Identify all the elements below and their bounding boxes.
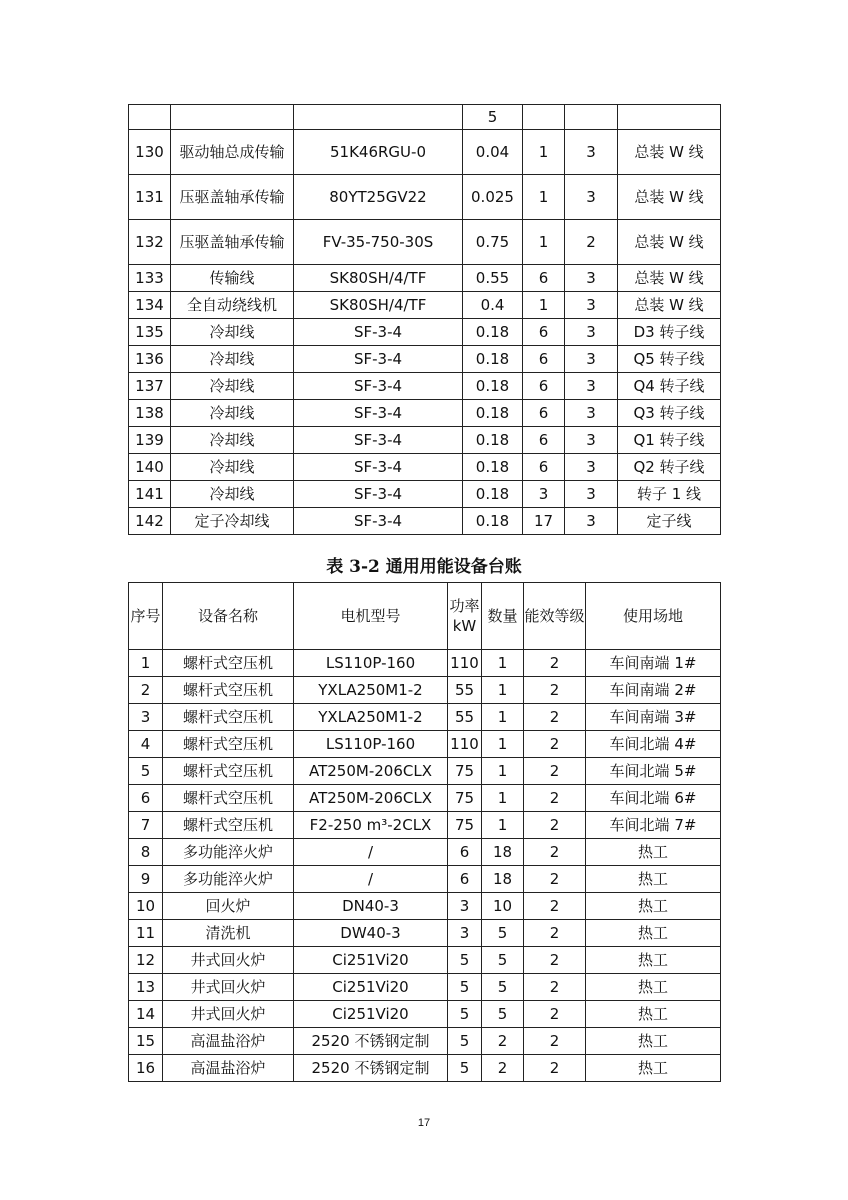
table-cell: 3 bbox=[565, 481, 618, 508]
table-cell: 车间南端 1# bbox=[586, 650, 721, 677]
table-cell: 3 bbox=[565, 265, 618, 292]
table-row bbox=[129, 220, 721, 265]
table-cell: 132 bbox=[129, 220, 171, 265]
table-row bbox=[129, 319, 721, 346]
table-row bbox=[129, 105, 721, 130]
table-cell: 3 bbox=[448, 920, 482, 947]
table-cell: 2 bbox=[524, 758, 586, 785]
table-cell: 传输线 bbox=[171, 265, 294, 292]
table-cell: 6 bbox=[448, 839, 482, 866]
table-cell: SF-3-4 bbox=[294, 373, 463, 400]
table-cell: Q4 转子线 bbox=[618, 373, 721, 400]
table-cell: 车间北端 5# bbox=[586, 758, 721, 785]
table-cell: 热工 bbox=[586, 974, 721, 1001]
table-cell: 冷却线 bbox=[171, 319, 294, 346]
column-header: 电机型号 bbox=[294, 583, 448, 650]
table-row bbox=[129, 265, 721, 292]
table-cell: 清洗机 bbox=[163, 920, 294, 947]
table-cell: 142 bbox=[129, 508, 171, 535]
table-cell: 1 bbox=[482, 758, 524, 785]
table-cell: Q1 转子线 bbox=[618, 427, 721, 454]
table-cell: 133 bbox=[129, 265, 171, 292]
table-cell: 车间北端 7# bbox=[586, 812, 721, 839]
table-cell: 总装 W 线 bbox=[618, 175, 721, 220]
table-cell: AT250M-206CLX bbox=[294, 758, 448, 785]
table-cell: 55 bbox=[448, 677, 482, 704]
table-cell: 5 bbox=[448, 1028, 482, 1055]
column-header: 设备名称 bbox=[163, 583, 294, 650]
table-cell: 车间北端 4# bbox=[586, 731, 721, 758]
page-number: 17 bbox=[417, 1117, 431, 1129]
table-cell: 冷却线 bbox=[171, 427, 294, 454]
table-cell: 10 bbox=[482, 893, 524, 920]
table-cell: 车间南端 2# bbox=[586, 677, 721, 704]
table-cell: 螺杆式空压机 bbox=[163, 731, 294, 758]
table-cell: 8 bbox=[129, 839, 163, 866]
table-cell: 3 bbox=[565, 373, 618, 400]
table-cell: 6 bbox=[523, 400, 565, 427]
table-cell: 16 bbox=[129, 1055, 163, 1082]
table-cell: SF-3-4 bbox=[294, 400, 463, 427]
table-cell: 0.18 bbox=[463, 319, 523, 346]
table-cell: 130 bbox=[129, 130, 171, 175]
table-row bbox=[129, 1001, 721, 1028]
table-cell: 3 bbox=[448, 893, 482, 920]
table-cell: F2-250 m³-2CLX bbox=[294, 812, 448, 839]
table-cell: 热工 bbox=[586, 920, 721, 947]
table-cell: / bbox=[294, 839, 448, 866]
table-cell: 5 bbox=[448, 1055, 482, 1082]
table-row bbox=[129, 947, 721, 974]
table-cell: 139 bbox=[129, 427, 171, 454]
table-cell: 1 bbox=[482, 704, 524, 731]
table-cell: 1 bbox=[482, 731, 524, 758]
table-title: 表 3-2 通用用能设备台账 bbox=[326, 557, 522, 577]
table-cell: 螺杆式空压机 bbox=[163, 677, 294, 704]
table-cell: 冷却线 bbox=[171, 454, 294, 481]
table-row bbox=[129, 346, 721, 373]
table-row bbox=[129, 920, 721, 947]
table-cell: 15 bbox=[129, 1028, 163, 1055]
table-cell: 转子 1 线 bbox=[618, 481, 721, 508]
table-cell: 6 bbox=[129, 785, 163, 812]
table-cell: 6 bbox=[523, 454, 565, 481]
table-cell: 0.18 bbox=[463, 427, 523, 454]
table-cell: 定子冷却线 bbox=[171, 508, 294, 535]
table-cell: 13 bbox=[129, 974, 163, 1001]
table-cell: SF-3-4 bbox=[294, 481, 463, 508]
table-cell: 热工 bbox=[586, 866, 721, 893]
table-row bbox=[129, 481, 721, 508]
table-cell: 5 bbox=[448, 974, 482, 1001]
table-cell: 高温盐浴炉 bbox=[163, 1028, 294, 1055]
table-cell: 2520 不锈钢定制 bbox=[294, 1055, 448, 1082]
column-header: 数量 bbox=[482, 583, 524, 650]
table-cell: 14 bbox=[129, 1001, 163, 1028]
table-cell: 1 bbox=[523, 175, 565, 220]
table-cell: 热工 bbox=[586, 893, 721, 920]
table-cell bbox=[171, 105, 294, 130]
table-cell: 10 bbox=[129, 893, 163, 920]
table-cell: 3 bbox=[565, 400, 618, 427]
table-cell: 回火炉 bbox=[163, 893, 294, 920]
table-row bbox=[129, 130, 721, 175]
table-cell: LS110P-160 bbox=[294, 731, 448, 758]
table-cell: SF-3-4 bbox=[294, 454, 463, 481]
table-cell: LS110P-160 bbox=[294, 650, 448, 677]
table-row bbox=[129, 650, 721, 677]
table-cell: 螺杆式空压机 bbox=[163, 650, 294, 677]
table-cell: 1 bbox=[523, 292, 565, 319]
table-cell: 5 bbox=[482, 974, 524, 1001]
table-cell bbox=[294, 105, 463, 130]
table-cell: 2 bbox=[524, 947, 586, 974]
table-cell: FV-35-750-30S bbox=[294, 220, 463, 265]
table-header-row bbox=[129, 583, 721, 650]
table-cell: 螺杆式空压机 bbox=[163, 812, 294, 839]
table-cell: 6 bbox=[523, 265, 565, 292]
table-cell: 热工 bbox=[586, 1001, 721, 1028]
table-cell: 2 bbox=[524, 812, 586, 839]
table-cell: 135 bbox=[129, 319, 171, 346]
table-cell: 2 bbox=[524, 1001, 586, 1028]
table-row bbox=[129, 427, 721, 454]
table-cell: 12 bbox=[129, 947, 163, 974]
table-cell: 压驱盖轴承传输 bbox=[171, 220, 294, 265]
table-row bbox=[129, 812, 721, 839]
table-cell: SF-3-4 bbox=[294, 319, 463, 346]
general-energy-equipment-table bbox=[128, 582, 721, 1082]
table-cell: 6 bbox=[523, 346, 565, 373]
table-cell: 0.18 bbox=[463, 400, 523, 427]
table-cell: 2 bbox=[524, 920, 586, 947]
table-cell: 1 bbox=[523, 220, 565, 265]
table-cell: 定子线 bbox=[618, 508, 721, 535]
table-row bbox=[129, 974, 721, 1001]
table-cell: 2 bbox=[524, 893, 586, 920]
table-row bbox=[129, 175, 721, 220]
table-cell: 井式回火炉 bbox=[163, 947, 294, 974]
table-cell: 0.4 bbox=[463, 292, 523, 319]
table-cell: 井式回火炉 bbox=[163, 974, 294, 1001]
table-cell: 80YT25GV22 bbox=[294, 175, 463, 220]
table-cell bbox=[129, 105, 171, 130]
table-cell bbox=[523, 105, 565, 130]
table-cell: 3 bbox=[565, 292, 618, 319]
table-cell: 138 bbox=[129, 400, 171, 427]
table-cell: 2 bbox=[524, 839, 586, 866]
table-cell: 车间北端 6# bbox=[586, 785, 721, 812]
table-cell: 热工 bbox=[586, 1055, 721, 1082]
table-cell: 3 bbox=[565, 508, 618, 535]
table-cell: 2 bbox=[524, 1028, 586, 1055]
table-row bbox=[129, 758, 721, 785]
table-cell: 井式回火炉 bbox=[163, 1001, 294, 1028]
table-cell: 0.18 bbox=[463, 508, 523, 535]
table-cell: Q2 转子线 bbox=[618, 454, 721, 481]
table-row bbox=[129, 292, 721, 319]
table-cell: YXLA250M1-2 bbox=[294, 677, 448, 704]
table-cell: 140 bbox=[129, 454, 171, 481]
table-row bbox=[129, 400, 721, 427]
table-cell bbox=[618, 105, 721, 130]
table-cell: 11 bbox=[129, 920, 163, 947]
table-cell: 18 bbox=[482, 839, 524, 866]
table-cell: 总装 W 线 bbox=[618, 220, 721, 265]
table-cell: 0.18 bbox=[463, 481, 523, 508]
table-row bbox=[129, 373, 721, 400]
table-cell: 2 bbox=[524, 974, 586, 1001]
table-cell: 总装 W 线 bbox=[618, 130, 721, 175]
table-cell: SK80SH/4/TF bbox=[294, 265, 463, 292]
table-cell: 4 bbox=[129, 731, 163, 758]
table-cell: 2 bbox=[524, 650, 586, 677]
table-row bbox=[129, 839, 721, 866]
column-header: 功率kW bbox=[448, 583, 482, 650]
table-cell: 141 bbox=[129, 481, 171, 508]
table-cell: Q5 转子线 bbox=[618, 346, 721, 373]
table-cell: 多功能淬火炉 bbox=[163, 866, 294, 893]
table-cell: 75 bbox=[448, 758, 482, 785]
table-cell: 螺杆式空压机 bbox=[163, 758, 294, 785]
table-cell: 51K46RGU-0 bbox=[294, 130, 463, 175]
table-cell: 3 bbox=[565, 319, 618, 346]
table-cell: 6 bbox=[523, 427, 565, 454]
table-cell: 全自动绕线机 bbox=[171, 292, 294, 319]
table-cell: 1 bbox=[482, 785, 524, 812]
table-cell: 总装 W 线 bbox=[618, 265, 721, 292]
table-cell: 1 bbox=[523, 130, 565, 175]
table-cell: Q3 转子线 bbox=[618, 400, 721, 427]
table-row bbox=[129, 785, 721, 812]
table-cell: 0.025 bbox=[463, 175, 523, 220]
table-cell: 0.18 bbox=[463, 346, 523, 373]
table-cell: Ci251Vi20 bbox=[294, 1001, 448, 1028]
table-cell: 2 bbox=[524, 731, 586, 758]
table-cell: 2 bbox=[129, 677, 163, 704]
table-cell: 3 bbox=[523, 481, 565, 508]
column-header: 能效等级 bbox=[524, 583, 586, 650]
table-cell: 55 bbox=[448, 704, 482, 731]
table-cell: 1 bbox=[482, 677, 524, 704]
table-cell: 3 bbox=[129, 704, 163, 731]
table-cell: 136 bbox=[129, 346, 171, 373]
table-cell: 热工 bbox=[586, 1028, 721, 1055]
table-cell: 18 bbox=[482, 866, 524, 893]
table-cell: 6 bbox=[523, 373, 565, 400]
table-cell: 0.18 bbox=[463, 454, 523, 481]
table-row bbox=[129, 508, 721, 535]
table-cell: 总装 W 线 bbox=[618, 292, 721, 319]
table-cell: 0.75 bbox=[463, 220, 523, 265]
table-cell: 5 bbox=[463, 105, 523, 130]
table-cell: 多功能淬火炉 bbox=[163, 839, 294, 866]
table-cell: 冷却线 bbox=[171, 400, 294, 427]
table-cell: 3 bbox=[565, 427, 618, 454]
column-header: 使用场地 bbox=[586, 583, 721, 650]
table-cell: 高温盐浴炉 bbox=[163, 1055, 294, 1082]
table-row bbox=[129, 454, 721, 481]
table-row bbox=[129, 866, 721, 893]
table-cell: 0.04 bbox=[463, 130, 523, 175]
table-cell: 2 bbox=[524, 704, 586, 731]
table-cell: 热工 bbox=[586, 947, 721, 974]
table-cell: 110 bbox=[448, 650, 482, 677]
table-cell: 6 bbox=[448, 866, 482, 893]
table-cell: 0.18 bbox=[463, 373, 523, 400]
table-cell: 6 bbox=[523, 319, 565, 346]
table-cell: 冷却线 bbox=[171, 346, 294, 373]
table-cell: 2520 不锈钢定制 bbox=[294, 1028, 448, 1055]
table-cell: 螺杆式空压机 bbox=[163, 704, 294, 731]
table-cell: Ci251Vi20 bbox=[294, 947, 448, 974]
table-cell: 137 bbox=[129, 373, 171, 400]
table-cell: 2 bbox=[482, 1055, 524, 1082]
table-cell: SK80SH/4/TF bbox=[294, 292, 463, 319]
table-cell: 134 bbox=[129, 292, 171, 319]
table-cell: 2 bbox=[524, 866, 586, 893]
table-cell: / bbox=[294, 866, 448, 893]
table-cell: 3 bbox=[565, 454, 618, 481]
table-cell: 5 bbox=[482, 1001, 524, 1028]
table-cell: 3 bbox=[565, 130, 618, 175]
table-cell: 75 bbox=[448, 785, 482, 812]
table-cell: 驱动轴总成传输 bbox=[171, 130, 294, 175]
table-cell: 2 bbox=[524, 677, 586, 704]
table-cell: D3 转子线 bbox=[618, 319, 721, 346]
table-cell: 车间南端 3# bbox=[586, 704, 721, 731]
table-cell: 75 bbox=[448, 812, 482, 839]
table-cell bbox=[565, 105, 618, 130]
table-cell: SF-3-4 bbox=[294, 508, 463, 535]
table-cell: 7 bbox=[129, 812, 163, 839]
table-row bbox=[129, 704, 721, 731]
table-cell: DN40-3 bbox=[294, 893, 448, 920]
column-header: 序号 bbox=[129, 583, 163, 650]
table-cell: 2 bbox=[565, 220, 618, 265]
equipment-table-continued bbox=[128, 104, 721, 535]
table-cell: 1 bbox=[482, 650, 524, 677]
table-cell: 110 bbox=[448, 731, 482, 758]
table-cell: 5 bbox=[482, 947, 524, 974]
table-cell: 5 bbox=[448, 1001, 482, 1028]
table-cell: YXLA250M1-2 bbox=[294, 704, 448, 731]
table-cell: AT250M-206CLX bbox=[294, 785, 448, 812]
table-cell: Ci251Vi20 bbox=[294, 974, 448, 1001]
table-cell: 冷却线 bbox=[171, 373, 294, 400]
table-cell: 17 bbox=[523, 508, 565, 535]
table-cell: 131 bbox=[129, 175, 171, 220]
table-row bbox=[129, 1028, 721, 1055]
table-cell: 0.55 bbox=[463, 265, 523, 292]
table-cell: 2 bbox=[524, 1055, 586, 1082]
table-cell: SF-3-4 bbox=[294, 346, 463, 373]
table-cell: 2 bbox=[482, 1028, 524, 1055]
table-cell: 3 bbox=[565, 346, 618, 373]
table-row bbox=[129, 731, 721, 758]
table-cell: DW40-3 bbox=[294, 920, 448, 947]
table-row bbox=[129, 893, 721, 920]
table-cell: 1 bbox=[482, 812, 524, 839]
table-row bbox=[129, 1055, 721, 1082]
table-cell: 5 bbox=[129, 758, 163, 785]
table-row bbox=[129, 677, 721, 704]
table-cell: 5 bbox=[448, 947, 482, 974]
table-cell: SF-3-4 bbox=[294, 427, 463, 454]
table-cell: 1 bbox=[129, 650, 163, 677]
table-cell: 5 bbox=[482, 920, 524, 947]
table-cell: 压驱盖轴承传输 bbox=[171, 175, 294, 220]
table-cell: 冷却线 bbox=[171, 481, 294, 508]
table-cell: 热工 bbox=[586, 839, 721, 866]
table-cell: 螺杆式空压机 bbox=[163, 785, 294, 812]
table-cell: 9 bbox=[129, 866, 163, 893]
table-cell: 2 bbox=[524, 785, 586, 812]
table-cell: 3 bbox=[565, 175, 618, 220]
